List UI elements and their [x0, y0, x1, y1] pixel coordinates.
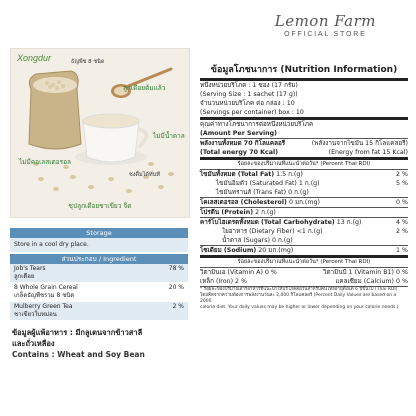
label-no-cholesterol: ไม่มีคอเลสเตอรอล — [19, 158, 71, 166]
ingredient-name: Job's Tears — [14, 265, 46, 272]
amount-per-serving-en: (Amount Per Serving) — [200, 130, 278, 137]
vitamin-b1: วิตามินบี 1 (Vitamin B1) 0 % — [323, 269, 408, 276]
product-brand: Xongdur — [17, 53, 52, 63]
ingredient-percent: 20 % — [168, 284, 184, 291]
nutrient-label: น้ำตาล (Sugars) — [222, 237, 270, 244]
nutrient-amount: <1 ก.(g) — [296, 228, 323, 235]
total-energy-th: พลังงานทั้งหมด 70 กิโลแคลอรี — [200, 140, 286, 147]
nutrient-row — [200, 218, 408, 227]
label-cereal: ธัญพืช 8 ชนิด — [71, 59, 105, 65]
nutrient-amount: 13 ก.(g) — [336, 219, 362, 226]
ingredient-percent: 2 % — [172, 303, 184, 310]
ingredient-name-th: ชาเขียวใบหม่อน — [14, 311, 57, 318]
ingredient-percent: 78 % — [168, 265, 184, 272]
nutrient-label: ใยอาหาร (Dietary Fiber) — [222, 228, 295, 235]
vitamin-row — [200, 268, 408, 277]
nutrient-row — [200, 236, 408, 245]
allergy-en: Contains : Wheat and Soy Bean — [12, 350, 145, 359]
vitamin-a: วิตามินเอ (Vitamin A) 0 % — [200, 269, 277, 276]
ingredient-name-th: เกล็ดธัญพืชรวม 8 ชนิด — [14, 292, 75, 299]
nutrient-label: ไขมันทรานส์ (Trans Fat) — [216, 189, 287, 196]
servings-per-container-th: จำนวนหน่วยบริโภค ต่อ กล่อง : 10 — [200, 100, 295, 107]
footnote-3: calorie diet. Your daily values may be higher or lower depending on your calorie needs.) — [200, 305, 399, 310]
nutrient-label: ไขมันทั้งหมด (Total Fat) — [200, 171, 275, 178]
nutrition-title: ข้อมูลโภชนาการ (Nutrition Information) — [210, 65, 398, 75]
ingredient-row — [10, 302, 188, 321]
logo-sub: OFFICIAL STORE — [284, 31, 367, 38]
ingredient-row — [10, 283, 188, 302]
nutrient-label: ไขมันอิ่มตัว (Saturated Fat) — [216, 180, 297, 187]
nutrient-row — [200, 246, 408, 255]
storage-text: Store in a cool dry place. — [10, 238, 188, 252]
iron: เหล็ก (Iron) 2 % — [200, 278, 248, 285]
nutrient-label: โปรตีน (Protein) — [200, 209, 254, 216]
footnote-1: * ร้อยละของปริมาณสารอาหารที่แนะนำให้บริโภคต่อวันสำหรับคนไทยอายุตั้งแต่ 6 ปีขึ้นไป (Thai RDI) — [200, 287, 398, 292]
nutrient-label: โคเลสเตอรอล (Cholesterol) — [200, 199, 287, 206]
energy-row-en — [200, 148, 408, 157]
nutrient-percent: 0 % — [396, 199, 408, 206]
mineral-row — [200, 277, 408, 286]
rdi-header-2: ร้อยละของปริมาณที่แนะนำต่อวัน* (Percent Thai RDI) — [237, 259, 371, 265]
product-caption: ซุปลูกเดือยชาเขียว จืด — [68, 202, 132, 210]
nutrient-row — [200, 208, 408, 217]
brand-logo — [275, 12, 376, 38]
serving-size-en: (Serving Size : 1 sachet (17 g)) — [200, 91, 298, 98]
nutrient-row — [200, 170, 408, 179]
servings-per-container-en: (Servings per container) box : 10 — [200, 109, 304, 116]
footnote-2: โดยคิดจากความต้องการพลังงานวันละ 2,000 กิโลแคลอรี (Percent Daily Values are based on a 2000 — [200, 293, 397, 304]
nutrient-amount: 0 มก.(mg) — [288, 199, 320, 206]
nutrient-percent: 5 % — [396, 180, 408, 187]
energy-from-fat-en: (Energy from fat 15 Kcal) — [328, 149, 408, 156]
allergy-th-line1: ข้อมูลผู้แพ้อาหาร : มีกลูเตนจากข้าวสาลี — [12, 328, 143, 337]
nutrient-row — [200, 198, 408, 207]
nutrient-row — [200, 227, 408, 236]
label-jobs-tears: ลูกเดือยต้มแล้ว — [123, 84, 166, 92]
nutrient-amount: 1.5 ก.(g) — [276, 171, 303, 178]
storage-header: Storage — [10, 228, 188, 238]
ingredient-row — [10, 264, 188, 283]
allergy-th-line2: และถั่วเหลือง — [12, 339, 55, 348]
nutrient-amount: 20 มก.(mg) — [258, 247, 294, 254]
amount-per-serving-th: คุณค่าทางโภชนาการต่อหนึ่งหน่วยบริโภค — [200, 121, 314, 128]
nutrient-amount: 2 ก.(g) — [255, 209, 276, 216]
nutrient-percent: 4 % — [396, 219, 408, 226]
nutrient-amount: 0 ก.(g) — [288, 189, 309, 196]
nutrient-percent: 2 % — [396, 228, 408, 235]
nutrient-row — [200, 188, 408, 197]
ingredient-name: 8 Whole Grain Cereal — [14, 284, 78, 291]
ingredient-name-th: ลูกเดือย — [14, 273, 35, 280]
ingredient-name: Mulberry Green Tea — [14, 303, 73, 310]
allergy-info — [10, 327, 188, 360]
serving-size-th: หนึ่งหน่วยบริโภค : 1 ซอง (17 กรัม) — [200, 82, 298, 89]
nutrient-percent: 2 % — [396, 171, 408, 178]
ingredient-header: ส่วนประกอบ / Ingredient — [10, 254, 188, 264]
calcium: แคลเซียม (Calcium) 0 % — [335, 278, 408, 285]
rdi-header: ร้อยละของปริมาณที่แนะนำต่อวัน* (Percent Thai RDI) — [237, 161, 371, 167]
product-photo — [10, 48, 190, 218]
nutrient-amount: 1 ก.(g) — [298, 180, 320, 187]
nutrient-row — [200, 179, 408, 188]
energy-from-fat-th: (พลังงานจากไขมัน 15 กิโลแคลอรี) — [311, 140, 408, 147]
nutrient-label: คาร์โบไฮเดรตทั้งหมด (Total Carbohydrate) — [200, 219, 335, 226]
logo-brand: Lemon Farm — [274, 12, 376, 30]
nutrient-label: โซเดียม (Sodium) — [200, 247, 257, 254]
nutrient-percent: 1 % — [396, 247, 408, 254]
label-ready-to-serve: ชงดื่มได้ทันที — [129, 172, 160, 178]
nutrient-amount: 0 ก.(g) — [271, 237, 293, 244]
energy-row-th — [200, 139, 408, 148]
total-energy-en: (Total energy 70 Kcal) — [200, 149, 279, 156]
nutrition-panel — [200, 66, 408, 311]
storage-ingredient-panel — [10, 228, 188, 360]
label-no-sugar: ไม่มีน้ำตาล — [153, 132, 185, 140]
